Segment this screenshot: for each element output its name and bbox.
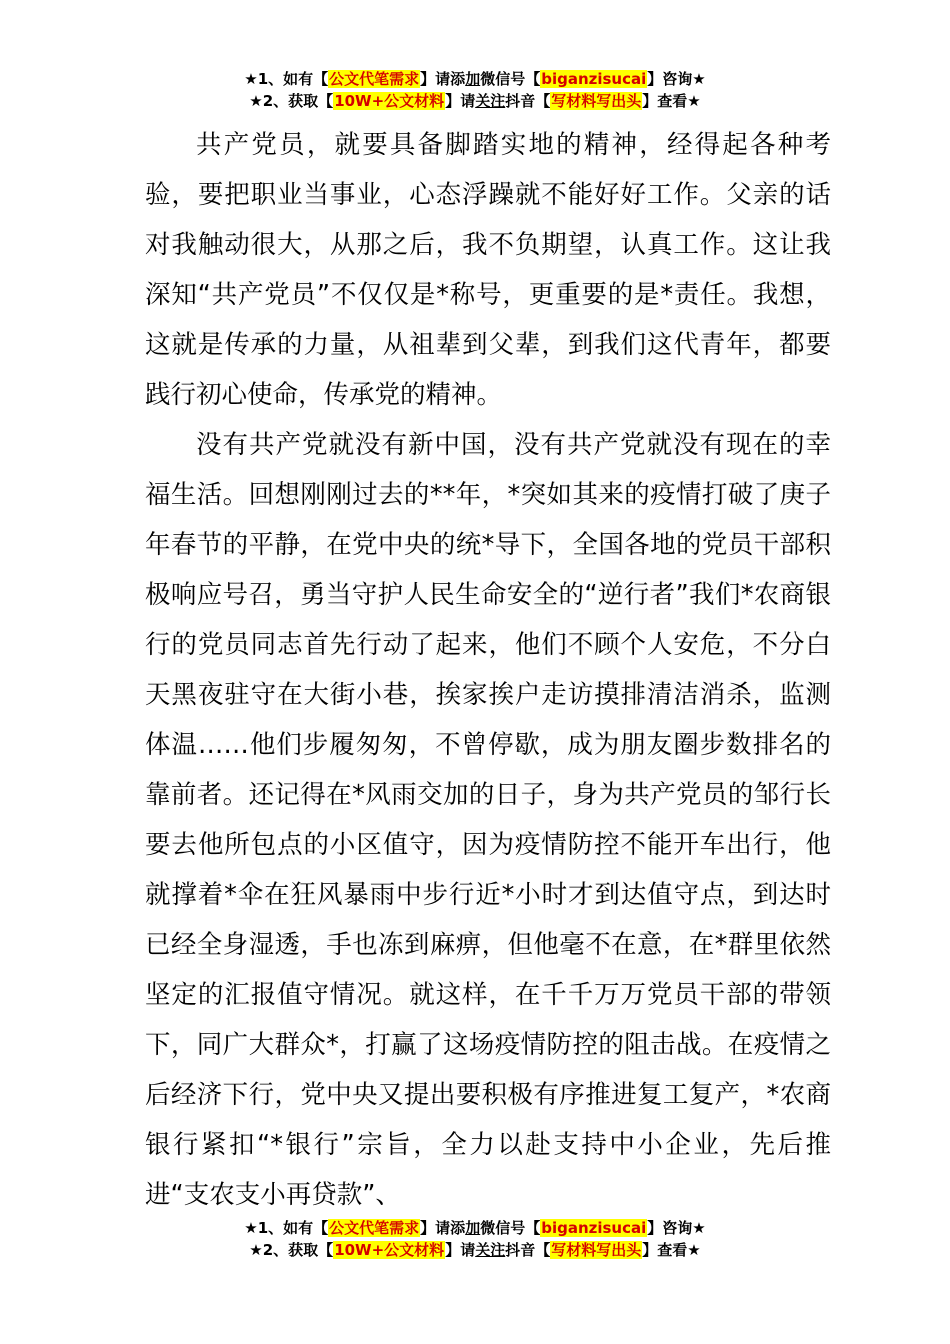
banner-line-1: ★1、如有【公文代笔需求】请添加微信号【biganzisucai】咨询★ <box>244 70 706 88</box>
header-banner <box>0 68 950 112</box>
document-body <box>145 120 831 1220</box>
highlight-service: 公文代笔需求 <box>329 1219 420 1237</box>
highlight-douyin-account: 写材料写出头 <box>551 1241 642 1259</box>
highlight-materials: 10W+公文材料 <box>334 92 445 110</box>
paragraph-2: 没有共产党就没有新中国，没有共产党就没有现在的幸福生活。回想刚刚过去的**年，*突如其来的疫情打破了庚子年春节的平静，在党中央的统*导下，全国各地的党员干部积极响应号召，勇当守护人民生命安全的“逆行者”我们*农商银行的党员同志首先行动了起来，他们不顾个人安危，不分白天黑夜驻守在大街小巷，挨家挨户走访摸排清洁消杀，监测体温……他们步履匆匆，不曾停歇，成为朋友圈步数排名的靠前者。还记得在*风雨交加的日子，身为共产党员的邹行长要去他所包点的小区值守，因为疫情防控不能开车出行，他就撑着*伞在狂风暴雨中步行近*小时才到达值守点，到达时已经全身湿透，手也冻到麻痹，但他毫不在意，在*群里依然坚定的汇报值守情况。就这样，在千千万万党员干部的带领下，同广大群众*，打赢了这场疫情防控的阻击战。在疫情之后经济下行，党中央又提出要积极有序推进复工复产，*农商银行紧扣“*银行”宗旨，全力以赴支持中小企业，先后推进“支农支小再贷款”、 <box>145 430 831 1210</box>
banner-line-2: ★2、获取【10W+公文材料】请关注抖音【写材料写出头】查看★ <box>249 92 701 110</box>
footer-banner <box>0 1217 950 1261</box>
highlight-materials: 10W+公文材料 <box>334 1241 445 1259</box>
paragraph-1: 共产党员，就要具备脚踏实地的精神，经得起各种考验，要把职业当事业，心态浮躁就不能好好工作。父亲的话对我触动很大，从那之后，我不负期望，认真工作。这让我深知“共产党员”不仅仅是*称号，更重要的是*责任。我想，这就是传承的力量，从祖辈到父辈，到我们这代青年，都要践行初心使命，传承党的精神。 <box>145 130 831 410</box>
highlight-service: 公文代笔需求 <box>329 70 420 88</box>
highlight-douyin-account: 写材料写出头 <box>551 92 642 110</box>
highlight-wechat-id: biganzisucai <box>541 1219 647 1237</box>
banner-line-2: ★2、获取【10W+公文材料】请关注抖音【写材料写出头】查看★ <box>249 1241 701 1259</box>
highlight-wechat-id: biganzisucai <box>541 70 647 88</box>
banner-line-1: ★1、如有【公文代笔需求】请添加微信号【biganzisucai】咨询★ <box>244 1219 706 1237</box>
